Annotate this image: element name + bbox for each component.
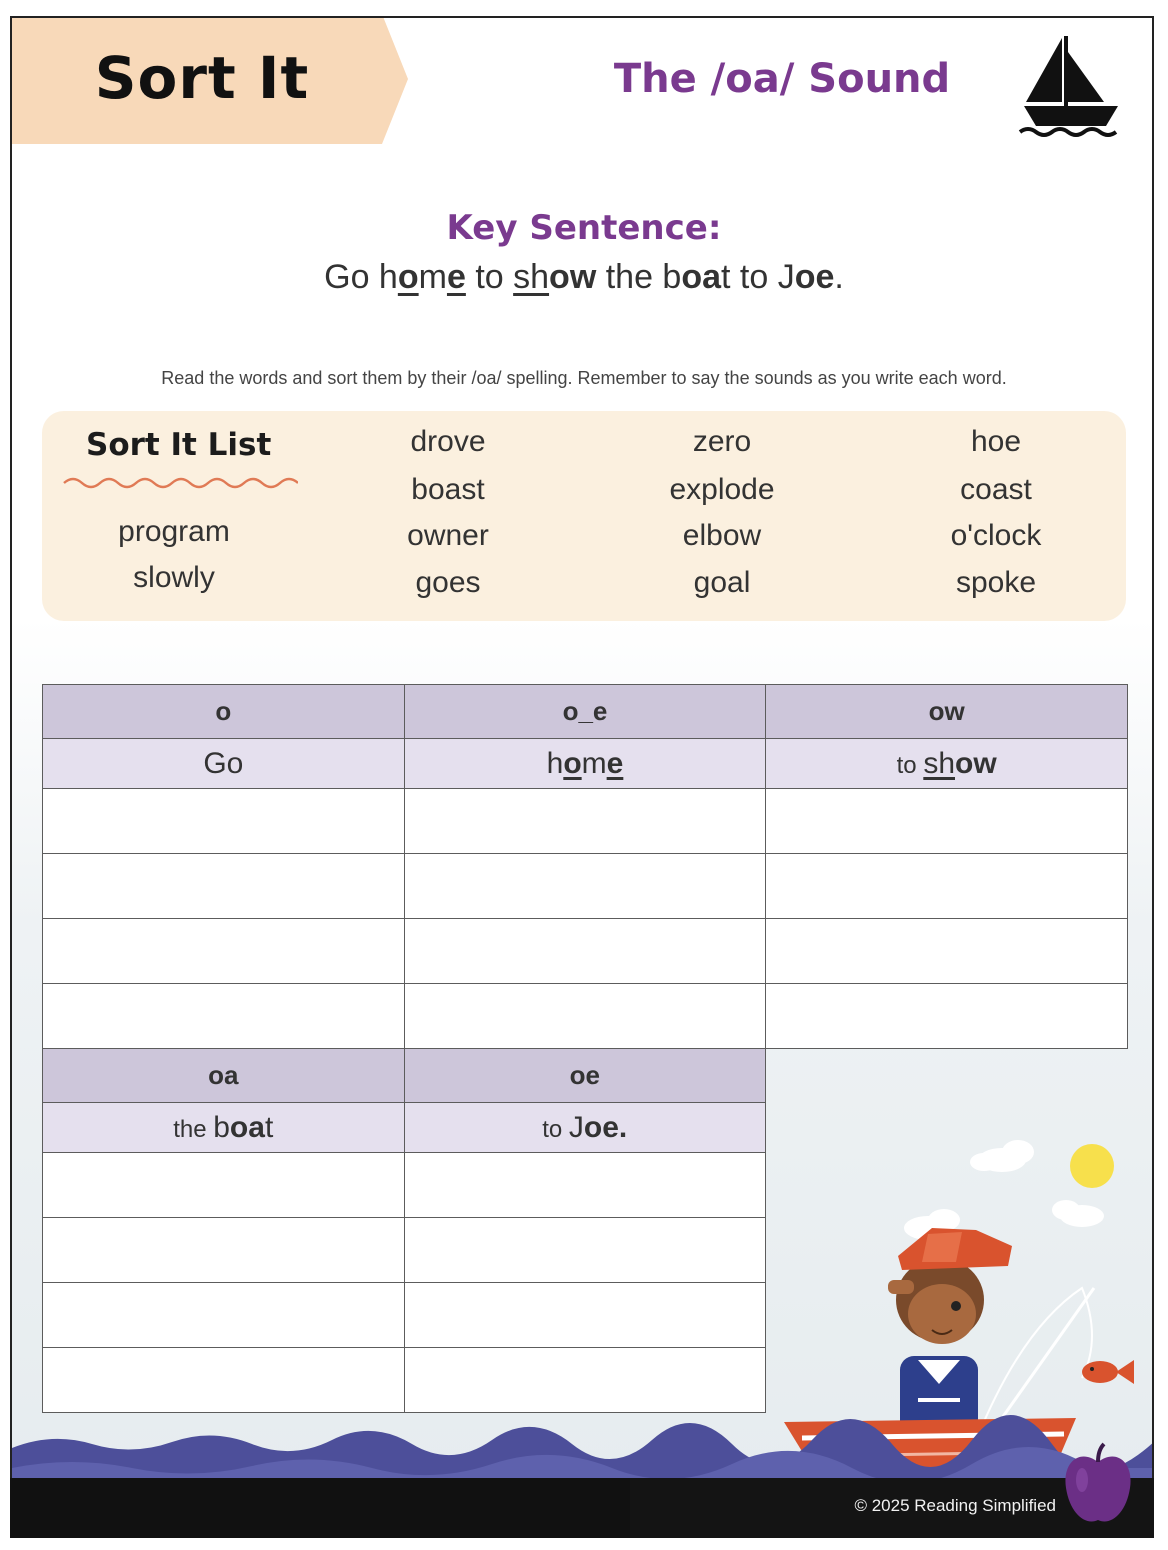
example-part-highlight: oe.: [583, 1110, 628, 1144]
list-word: o'clock: [950, 519, 1042, 552]
key-part-highlight: oa: [681, 258, 722, 296]
fish-icon: [1082, 1360, 1134, 1384]
sort-list-title: Sort It List: [86, 427, 272, 463]
key-part: t to J: [721, 258, 795, 296]
example-part-underlined: sh: [923, 746, 955, 780]
key-part-highlight: oe: [794, 258, 835, 296]
list-word: program: [118, 515, 230, 548]
list-word: zero: [692, 425, 752, 458]
list-word: hoe: [970, 425, 1022, 458]
example-part-highlight: ow: [955, 746, 997, 780]
answer-cell[interactable]: [404, 789, 766, 854]
example-part: t: [264, 1110, 274, 1144]
worksheet-page: [10, 16, 1154, 1538]
instructions: Read the words and sort them by their /oa/ spelling. Remember to say the sounds as you write each word.: [161, 368, 1007, 388]
answer-cell[interactable]: [43, 854, 405, 919]
sailor-boy: [888, 1228, 1012, 1436]
key-part: Go h: [324, 258, 398, 296]
example-part-highlight: oa: [229, 1110, 265, 1144]
sort-table-top: [42, 684, 1128, 1049]
column-header-ow: ow: [766, 685, 1128, 739]
answer-cell[interactable]: [404, 854, 766, 919]
example-part: b: [213, 1110, 230, 1144]
answer-cell[interactable]: [766, 854, 1128, 919]
example-part: J: [568, 1110, 584, 1144]
example-part: m: [581, 746, 607, 780]
key-part-highlight: ow: [549, 258, 597, 296]
list-word: elbow: [682, 519, 762, 552]
list-word: owner: [407, 519, 489, 552]
answer-cell[interactable]: [43, 919, 405, 984]
squiggle-underline: [62, 475, 298, 491]
key-part-highlight: o: [397, 258, 419, 296]
answer-cell[interactable]: [404, 919, 766, 984]
example-cell-o: Go: [43, 739, 405, 789]
example-part: to: [542, 1115, 569, 1143]
column-header-oe: oe: [404, 1049, 766, 1103]
key-part: .: [834, 258, 844, 296]
answer-cell[interactable]: [43, 789, 405, 854]
example-part-highlight: e: [606, 746, 624, 780]
key-part: the b: [596, 258, 682, 296]
copyright-text: © 2025 Reading Simplified: [854, 1496, 1056, 1515]
key-sentence-label: Key Sentence:: [446, 208, 722, 248]
list-word: goal: [693, 566, 751, 599]
example-part: h: [546, 746, 564, 780]
column-header-oa: oa: [43, 1049, 405, 1103]
sailor-boy-illustration: [12, 1138, 1154, 1498]
key-part: to: [465, 258, 514, 296]
list-word: goes: [415, 566, 481, 599]
key-part-highlight: e: [446, 258, 466, 296]
column-header-o-e: o_e: [404, 685, 766, 739]
sun-icon: [1070, 1144, 1114, 1188]
key-part-underlined: sh: [513, 258, 550, 296]
footer-bar: [10, 1478, 1154, 1538]
list-word: slowly: [133, 561, 215, 594]
example-part-highlight: o: [563, 746, 582, 780]
example-part: the: [173, 1115, 214, 1143]
tag-label: Sort It: [94, 44, 310, 112]
answer-cell[interactable]: [766, 984, 1128, 1049]
example-cell-ow: [766, 739, 1128, 789]
answer-cell[interactable]: [766, 919, 1128, 984]
fishing-line: [977, 1288, 1092, 1438]
sort-it-list: [42, 411, 1126, 621]
list-word: drove: [410, 425, 486, 458]
sound-title: The /oa/ Sound: [613, 56, 951, 102]
sailboat-icon: [1018, 34, 1124, 138]
list-word: coast: [960, 473, 1032, 506]
key-part: m: [418, 258, 447, 296]
answer-cell[interactable]: [404, 984, 766, 1049]
answer-cell[interactable]: [766, 789, 1128, 854]
column-header-o: o: [43, 685, 405, 739]
apple-icon: [1058, 1440, 1138, 1528]
example-part: to: [896, 751, 924, 779]
list-word: spoke: [955, 566, 1037, 599]
answer-cell[interactable]: [43, 984, 405, 1049]
list-word: boast: [411, 473, 485, 506]
key-sentence: [12, 258, 1154, 297]
list-word: explode: [669, 473, 775, 506]
example-cell-o-e: [404, 739, 766, 789]
